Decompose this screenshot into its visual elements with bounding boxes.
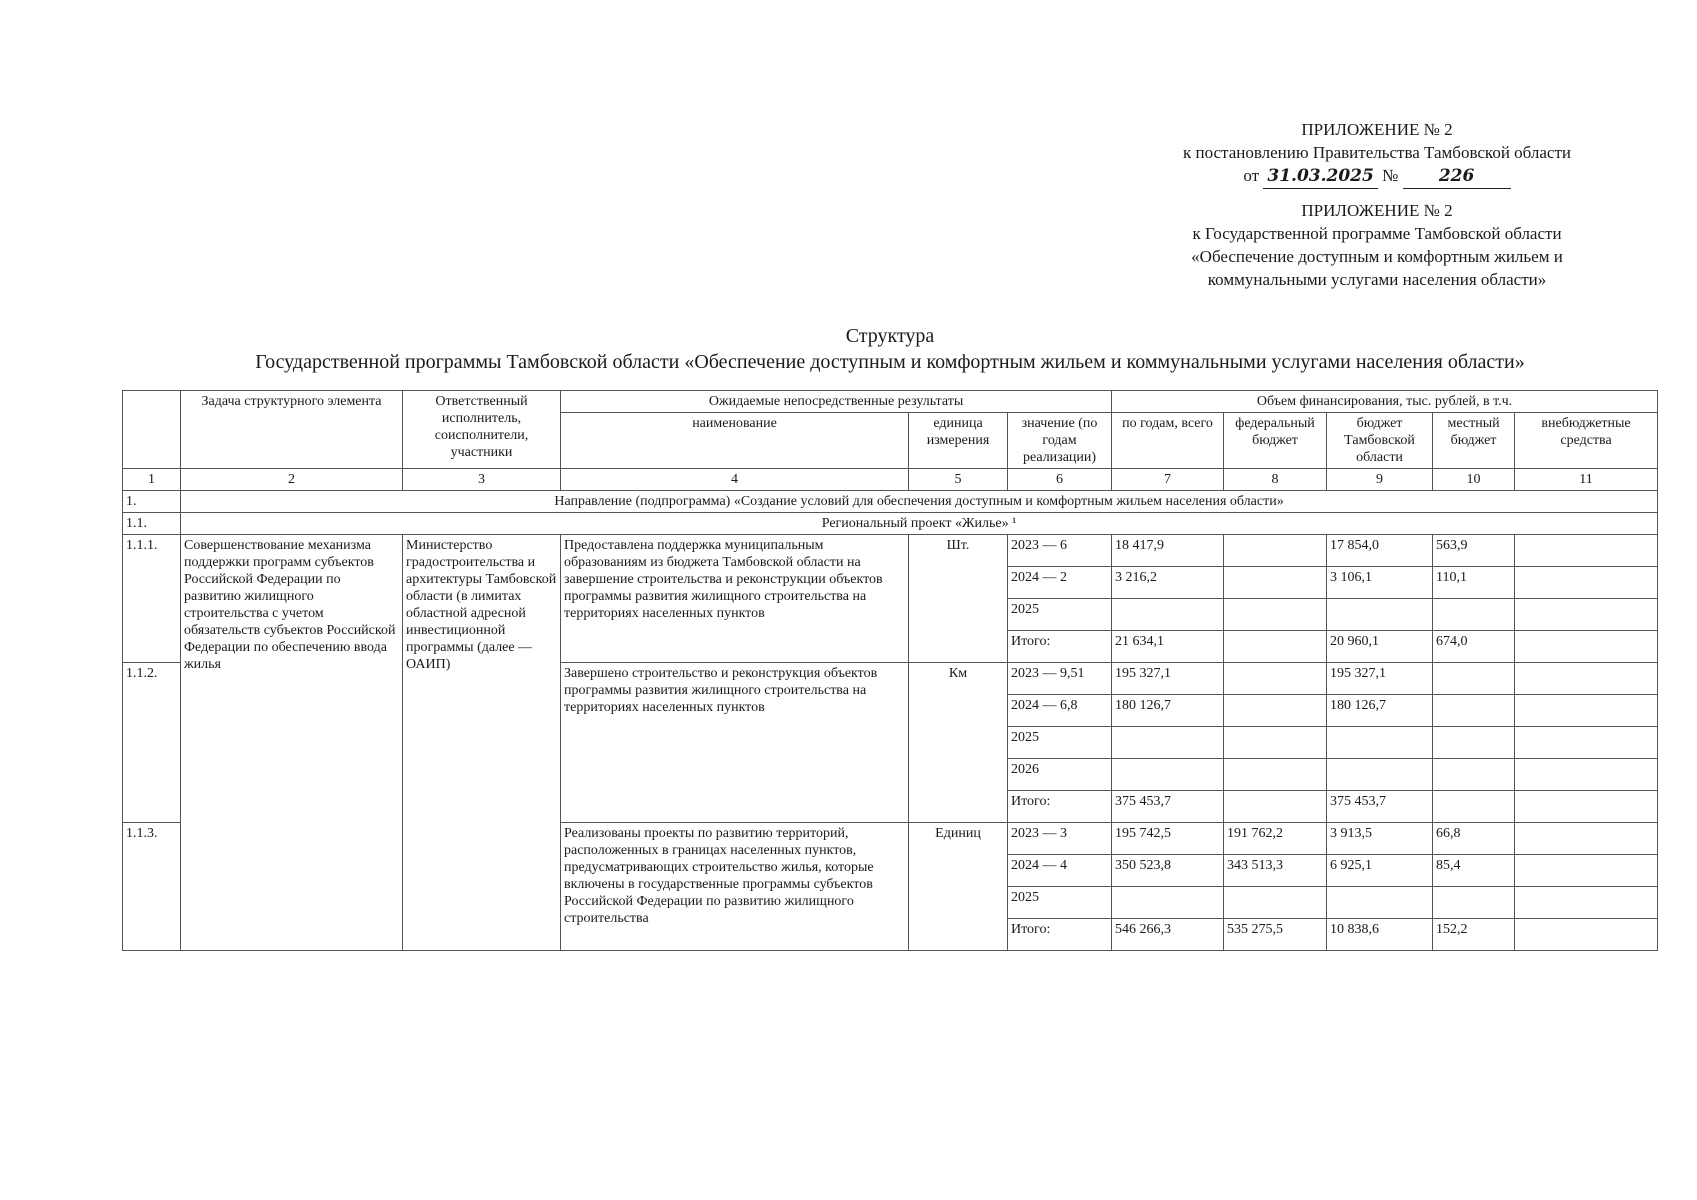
- financing-total: 195 327,1: [1112, 663, 1224, 695]
- header-name: наименование: [561, 413, 909, 469]
- direction-row: [123, 491, 1658, 513]
- financing-local: [1433, 599, 1515, 631]
- result-value: 2023 — 6: [1008, 535, 1112, 567]
- col-num: 5: [909, 469, 1008, 491]
- financing-total: [1112, 727, 1224, 759]
- header-total: по годам, всего: [1112, 413, 1224, 469]
- header-responsible: Ответственный исполнитель, соисполнители, участники: [403, 391, 561, 469]
- financing-total: 3 216,2: [1112, 567, 1224, 599]
- appendix-header: [1142, 118, 1612, 291]
- financing-extra: [1515, 567, 1658, 599]
- financing-local: [1433, 663, 1515, 695]
- financing-federal: [1224, 791, 1327, 823]
- direction-text: Направление (подпрограмма) «Создание условий для обеспечения доступным и комфортным жильем населения области»: [181, 491, 1658, 513]
- header-unit: единица измерения: [909, 413, 1008, 469]
- header-federal: федеральный бюджет: [1224, 413, 1327, 469]
- financing-total: [1112, 599, 1224, 631]
- direction-number: 1.: [123, 491, 181, 513]
- project-row: [123, 513, 1658, 535]
- financing-total: 375 453,7: [1112, 791, 1224, 823]
- result-value: 2024 — 4: [1008, 855, 1112, 887]
- result-value: 2025: [1008, 887, 1112, 919]
- financing-local: 66,8: [1433, 823, 1515, 855]
- header-local: местный бюджет: [1433, 413, 1515, 469]
- result-value: 2025: [1008, 727, 1112, 759]
- financing-local: 674,0: [1433, 631, 1515, 663]
- result-value: 2024 — 2: [1008, 567, 1112, 599]
- item-rows: [123, 535, 1658, 951]
- financing-regional: 10 838,6: [1327, 919, 1433, 951]
- col-num: 2: [181, 469, 403, 491]
- col-num: 3: [403, 469, 561, 491]
- financing-regional: 195 327,1: [1327, 663, 1433, 695]
- col-num: 4: [561, 469, 909, 491]
- header-financing: Объем финансирования, тыс. рублей, в т.ч.: [1112, 391, 1658, 413]
- result-value: Итого:: [1008, 631, 1112, 663]
- financing-federal: [1224, 727, 1327, 759]
- header-expected: Ожидаемые непосредственные результаты: [561, 391, 1112, 413]
- financing-total: [1112, 887, 1224, 919]
- financing-federal: [1224, 695, 1327, 727]
- result-value: Итого:: [1008, 791, 1112, 823]
- header-blank: [123, 391, 181, 469]
- col-num: 9: [1327, 469, 1433, 491]
- financing-regional: 3 913,5: [1327, 823, 1433, 855]
- result-value: 2026: [1008, 759, 1112, 791]
- financing-total: 350 523,8: [1112, 855, 1224, 887]
- financing-local: [1433, 887, 1515, 919]
- project-number: 1.1.: [123, 513, 181, 535]
- appendix-2-line-1: к Государственной программе Тамбовской области: [1192, 224, 1562, 243]
- financing-federal: [1224, 535, 1327, 567]
- financing-regional: [1327, 599, 1433, 631]
- financing-local: [1433, 695, 1515, 727]
- financing-local: 563,9: [1433, 535, 1515, 567]
- financing-extra: [1515, 791, 1658, 823]
- result-unit: Шт.: [909, 535, 1008, 663]
- result-name: Завершено строительство и реконструкция объектов программы развития жилищного строительства на территориях населенных пунктов: [561, 663, 909, 823]
- financing-extra: [1515, 631, 1658, 663]
- decree-number: 226: [1403, 165, 1511, 189]
- financing-regional: 20 960,1: [1327, 631, 1433, 663]
- header-regional: бюджет Тамбовской области: [1327, 413, 1433, 469]
- col-num: 1: [123, 469, 181, 491]
- financing-regional: 375 453,7: [1327, 791, 1433, 823]
- col-num: 8: [1224, 469, 1327, 491]
- financing-total: 546 266,3: [1112, 919, 1224, 951]
- financing-local: 110,1: [1433, 567, 1515, 599]
- decree-date-line: [1142, 164, 1612, 189]
- financing-regional: [1327, 887, 1433, 919]
- decree-date: 31.03.2025: [1263, 165, 1377, 189]
- financing-total: 180 126,7: [1112, 695, 1224, 727]
- financing-extra: [1515, 599, 1658, 631]
- number-prefix: №: [1382, 166, 1399, 185]
- structure-table: [122, 390, 1658, 951]
- financing-total: [1112, 759, 1224, 791]
- financing-regional: 6 925,1: [1327, 855, 1433, 887]
- financing-extra: [1515, 919, 1658, 951]
- header-row-1: [123, 391, 1658, 413]
- financing-local: 152,2: [1433, 919, 1515, 951]
- financing-federal: [1224, 759, 1327, 791]
- financing-local: 85,4: [1433, 855, 1515, 887]
- header-extra: внебюджетные средства: [1515, 413, 1658, 469]
- result-name: Предоставлена поддержка муниципальным образованиям из бюджета Тамбовской области на завершение строительства и реконструкции объектов программы развития жилищного строительства на территориях населенных пунктов: [561, 535, 909, 663]
- financing-federal: [1224, 631, 1327, 663]
- appendix-1-title: ПРИЛОЖЕНИЕ № 2: [1301, 120, 1453, 139]
- financing-extra: [1515, 663, 1658, 695]
- financing-total: 18 417,9: [1112, 535, 1224, 567]
- financing-federal: [1224, 599, 1327, 631]
- col-num: 11: [1515, 469, 1658, 491]
- financing-extra: [1515, 887, 1658, 919]
- appendix-2-line-2: «Обеспечение доступным и комфортным жильем и: [1191, 247, 1563, 266]
- financing-extra: [1515, 855, 1658, 887]
- result-name: Реализованы проекты по развитию территорий, расположенных в границах населенных пунктов, предусматривающих строительство жилья, которые включены в государственные программы субъектов Российской Федерации по развитию жилищного строительства: [561, 823, 909, 951]
- financing-local: [1433, 759, 1515, 791]
- financing-total: 21 634,1: [1112, 631, 1224, 663]
- financing-extra: [1515, 535, 1658, 567]
- financing-regional: 3 106,1: [1327, 567, 1433, 599]
- responsible-cell: Министерство градостроительства и архитектуры Тамбовской области (в лимитах областной адресной инвестиционной программы (далее — ОАИП): [403, 535, 561, 951]
- date-prefix: от: [1243, 166, 1260, 185]
- task-cell: Совершенствование механизма поддержки программ субъектов Российской Федерации по развитию жилищного строительства с учетом обязательств субъектов Российской Федерации по обеспечению ввода жилья: [181, 535, 403, 951]
- financing-local: [1433, 791, 1515, 823]
- financing-extra: [1515, 759, 1658, 791]
- appendix-1-subtitle: к постановлению Правительства Тамбовской области: [1182, 143, 1572, 162]
- financing-federal: 535 275,5: [1224, 919, 1327, 951]
- appendix-2-title: ПРИЛОЖЕНИЕ № 2: [1301, 201, 1453, 220]
- col-num: 10: [1433, 469, 1515, 491]
- financing-federal: [1224, 567, 1327, 599]
- financing-extra: [1515, 823, 1658, 855]
- financing-local: [1433, 727, 1515, 759]
- item-number: 1.1.3.: [123, 823, 181, 951]
- column-number-row: [123, 469, 1658, 491]
- header-task: Задача структурного элемента: [181, 391, 403, 469]
- document-title: [120, 323, 1660, 375]
- title-line-1: Структура: [845, 325, 935, 347]
- item-number: 1.1.2.: [123, 663, 181, 823]
- item-number: 1.1.1.: [123, 535, 181, 663]
- result-unit: Единиц: [909, 823, 1008, 951]
- financing-federal: 191 762,2: [1224, 823, 1327, 855]
- col-num: 7: [1112, 469, 1224, 491]
- result-value: Итого:: [1008, 919, 1112, 951]
- header-value: значение (по годам реализации): [1008, 413, 1112, 469]
- financing-federal: [1224, 663, 1327, 695]
- financing-regional: [1327, 727, 1433, 759]
- result-unit: Км: [909, 663, 1008, 823]
- appendix-2-line-3: коммунальными услугами населения области»: [1207, 270, 1547, 289]
- financing-federal: [1224, 887, 1327, 919]
- financing-regional: 17 854,0: [1327, 535, 1433, 567]
- financing-regional: 180 126,7: [1327, 695, 1433, 727]
- table-row: [123, 535, 1658, 567]
- financing-federal: 343 513,3: [1224, 855, 1327, 887]
- result-value: 2024 — 6,8: [1008, 695, 1112, 727]
- financing-extra: [1515, 727, 1658, 759]
- financing-extra: [1515, 695, 1658, 727]
- project-text: Региональный проект «Жилье» ¹: [181, 513, 1658, 535]
- title-line-2: Государственной программы Тамбовской области «Обеспечение доступным и комфортным жильем и коммунальными услугами населения области»: [255, 351, 1525, 373]
- financing-total: 195 742,5: [1112, 823, 1224, 855]
- result-value: 2025: [1008, 599, 1112, 631]
- result-value: 2023 — 9,51: [1008, 663, 1112, 695]
- col-num: 6: [1008, 469, 1112, 491]
- financing-regional: [1327, 759, 1433, 791]
- result-value: 2023 — 3: [1008, 823, 1112, 855]
